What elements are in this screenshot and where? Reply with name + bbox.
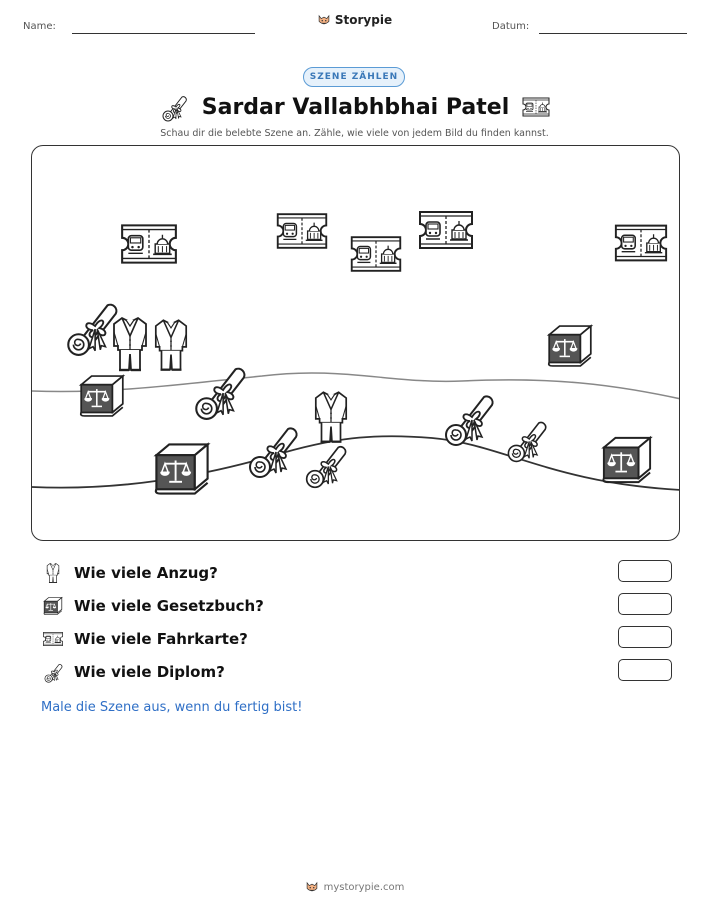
train-ticket-icon [521, 94, 551, 120]
name-label: Name: [23, 21, 56, 32]
answer-box-train-ticket[interactable] [618, 626, 672, 648]
brand-name: Storypie [334, 13, 393, 27]
law-book [598, 434, 656, 486]
suit-icon [42, 562, 64, 584]
answer-box-law-book[interactable] [618, 593, 672, 615]
train-ticket-icon [42, 628, 64, 650]
storypie-logo-icon [305, 880, 319, 894]
train-ticket [118, 221, 180, 267]
title-row [0, 92, 709, 122]
answer-box-diploma[interactable] [618, 659, 672, 681]
question-suit [42, 560, 672, 586]
law-book [544, 322, 596, 370]
diploma [188, 358, 250, 422]
train-ticket [416, 208, 476, 252]
question-label: Wie viele Anzug? [74, 564, 218, 582]
suit [152, 316, 190, 374]
question-train-ticket [42, 626, 672, 652]
page-title: Sardar Vallabhbhai Patel [201, 94, 510, 120]
question-label: Wie viele Fahrkarte? [74, 630, 248, 648]
name-field-line[interactable] [72, 33, 255, 34]
coloring-note: Male die Szene aus, wenn du fertig bist! [41, 700, 303, 715]
answer-box-suit[interactable] [618, 560, 672, 582]
diploma [502, 414, 550, 464]
diploma-icon [158, 92, 190, 122]
footer-url[interactable]: mystorypie.com [323, 881, 405, 893]
question-law-book [42, 593, 672, 619]
instructions: Schau dir die belebte Szene an. Zähle, wie viele von jedem Bild du finden kannst. [160, 128, 549, 139]
diploma-icon [42, 661, 64, 683]
train-ticket [348, 233, 404, 275]
brand [0, 13, 709, 30]
law-book [76, 372, 128, 420]
law-book [150, 440, 214, 498]
train-ticket [274, 210, 330, 252]
activity-badge: SZENE ZÄHLEN [303, 67, 405, 87]
question-label: Wie viele Gesetzbuch? [74, 597, 264, 615]
storypie-logo-icon [317, 13, 331, 27]
date-field-line[interactable] [539, 33, 687, 34]
suit [110, 314, 150, 374]
date-label: Datum: [492, 21, 530, 32]
diploma [438, 386, 498, 448]
question-diploma [42, 659, 672, 685]
law-book-icon [42, 595, 64, 617]
suit [312, 388, 350, 446]
question-label: Wie viele Diplom? [74, 663, 225, 681]
counting-scene [31, 145, 680, 541]
footer [0, 880, 709, 897]
diploma [242, 418, 302, 480]
train-ticket [612, 221, 670, 265]
